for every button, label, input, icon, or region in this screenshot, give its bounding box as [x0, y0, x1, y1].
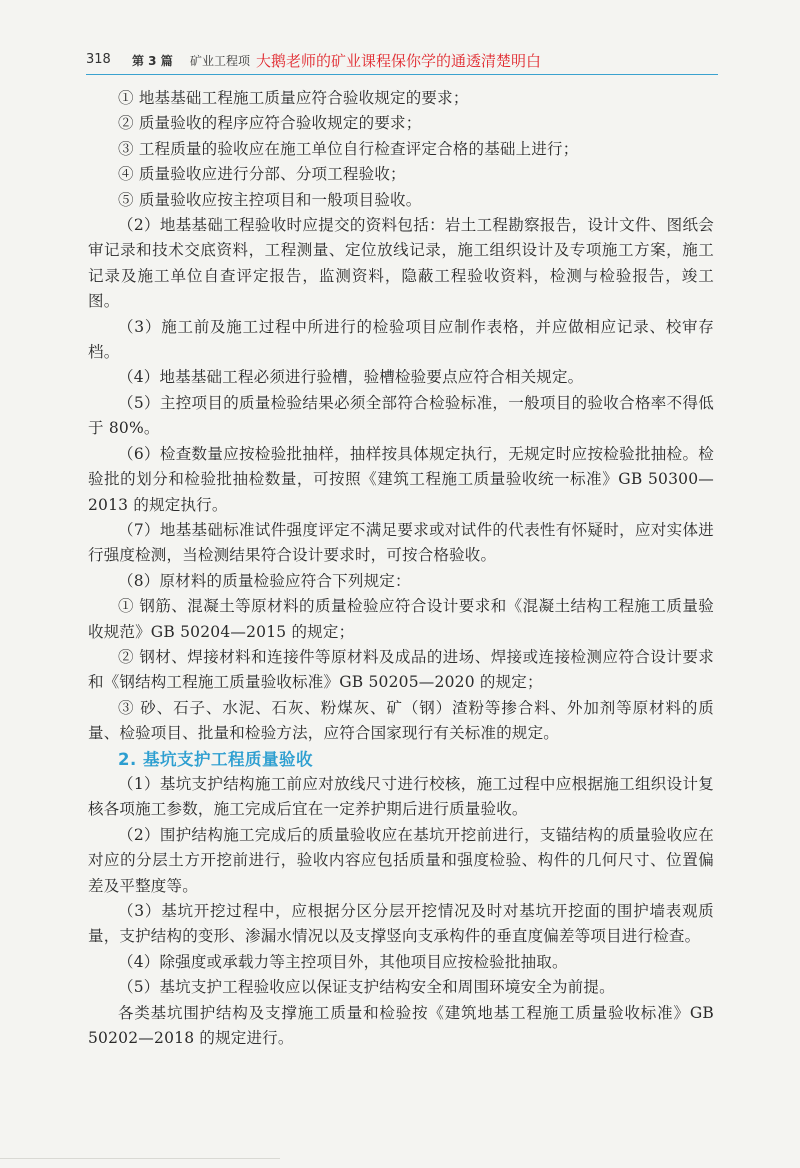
list-item: ① 地基基础工程施工质量应符合验收规定的要求； — [118, 89, 469, 107]
body-paragraph: （6）检查数量应按检验批抽样，抽样按具体规定执行，无规定时应按检验批抽检。检验批的划分和检验批抽检数量，可按照《建筑工程施工质量验收统一标准》GB 50300—2013 的规定执行。 — [88, 444, 714, 514]
list-item: ② 质量验收的程序应符合验收规定的要求； — [118, 114, 422, 133]
body-paragraph: （4）地基基础工程必须进行验槽，验槽检验要点应符合相关规定。 — [118, 368, 584, 387]
page-number: 318 — [86, 52, 111, 67]
body-paragraph: （5）基坑支护工程验收应以保证支护结构安全和周围环境安全为前提。 — [118, 978, 615, 997]
chapter-label: 矿业工程项 — [190, 54, 251, 68]
body-paragraph: （5）主控项目的质量检验结果必须全部符合检验标准，一般项目的验收合格率不得低于 80%。 — [88, 393, 714, 438]
body-paragraph: （2）地基基础工程验收时应提交的资料包括：岩土工程勘察报告，设计文件、图纸会审记录和技术交底资料，工程测量、定位放线记录，施工组织设计及专项施工方案，施工记录及施工单位自查评定报告，监测资料，隐蔽工程验收资料，检测与检验报告，竣工图。 — [88, 216, 714, 311]
body-paragraph: （1）基坑支护结构施工前应对放线尺寸进行校核，施工过程中应根据施工组织设计复核各项施工参数，施工完成后宜在一定养护期后进行质量验收。 — [88, 774, 714, 819]
body-paragraph: （2）围护结构施工完成后的质量验收应在基坑开挖前进行，支锚结构的质量验收应在对应的分层土方开挖前进行，验收内容应包括质量和强度检验、构件的几何尺寸、位置偏差及平整度等。 — [88, 825, 714, 895]
body-paragraph: （7）地基基础标准试件强度评定不满足要求或对试件的代表性有怀疑时，应对实体进行强度检测，当检测结果符合设计要求时，可按合格验收。 — [88, 520, 714, 565]
part-label: 第 3 篇 — [132, 54, 173, 68]
list-item: ② 钢材、焊接材料和连接件等原材料及成品的进场、焊接或连接检测应符合设计要求和《钢结构工程施工质量验收标准》GB 50205—2020 的规定； — [88, 647, 714, 692]
section-heading: 2. 基坑支护工程质量验收 — [118, 749, 313, 769]
bottom-divider — [0, 1158, 280, 1159]
body-paragraph: （3）基坑开挖过程中，应根据分区分层开挖情况及时对基坑开挖面的围护墙表观质量，支护结构的变形、渗漏水情况以及支撑竖向支承构件的垂直度偏差等项目进行检查。 — [88, 902, 714, 946]
page-header — [86, 50, 718, 74]
header-divider — [86, 74, 718, 75]
body-paragraph: （8）原材料的质量检验应符合下列规定： — [118, 571, 411, 590]
body-paragraph: 各类基坑围护结构及支撑施工质量和检验按《建筑地基工程施工质量验收标准》GB 50202—2018 的规定进行。 — [88, 1003, 714, 1048]
list-item: ⑤ 质量验收应按主控项目和一般项目验收。 — [118, 190, 422, 209]
list-item: ④ 质量验收应进行分部、分项工程验收； — [118, 165, 406, 184]
body-paragraph: （3）施工前及施工过程中所进行的检验项目应制作表格，并应做相应记录、校审存档。 — [88, 317, 714, 362]
list-item: ③ 工程质量的验收应在施工单位自行检查评定合格的基础上进行； — [118, 139, 579, 158]
list-item: ① 钢筋、混凝土等原材料的质量检验应符合设计要求和《混凝土结构工程施工质量验收规范》GB 50204—2015 的规定； — [88, 597, 714, 641]
page-body — [88, 86, 714, 1051]
watermark-text: 大鹅老师的矿业课程保你学的通透清楚明白 — [256, 52, 542, 70]
list-item: ③ 砂、石子、水泥、石灰、粉煤灰、矿（钢）渣粉等掺合料、外加剂等原材料的质量、检验项目、批量和检验方法，应符合国家现行有关标准的规定。 — [88, 698, 714, 743]
body-paragraph: （4）除强度或承载力等主控项目外，其他项目应按检验批抽取。 — [118, 952, 568, 971]
